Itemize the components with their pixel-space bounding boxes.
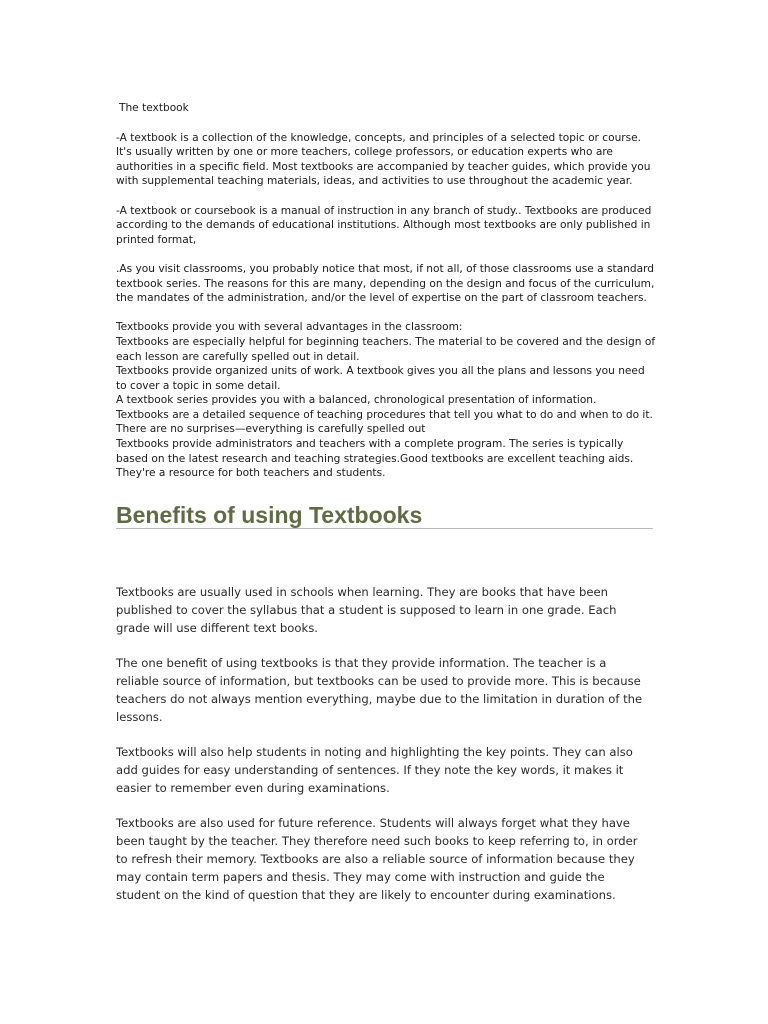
advantage-item: Textbooks provide administrators and teachers with a complete program. The series is typically based on the latest research and teaching strategies.Good textbooks are excellent teaching aids. They're a resource for both teachers and students. [116,438,634,480]
advantage-item: Textbooks are especially helpful for beginning teachers. The material to be covered and the design of each lesson are carefully spelled out in detail. [116,335,656,363]
heading-divider [116,528,653,529]
advantage-item: Textbooks are a detailed sequence of teaching procedures that tell you what to do and when to do it. There are no surprises—everything is carefully spelled out [116,408,653,436]
intro-paragraph: .As you visit classrooms, you probably notice that most, if not all, of those classrooms use a standard textbook series. The reasons for this are many, depending on the design and focus of the curriculum, the mandates of the administration, and/or the level of expertise on the part of classroom teachers. [116,262,655,305]
advantages-lead: Textbooks provide you with several advantages in the classroom: [116,321,463,334]
benefits-section [116,583,646,921]
advantage-item: Textbooks provide organized units of work. A textbook gives you all the plans and lessons you need to cover a topic in some detail. [116,365,645,392]
benefit-paragraph: Textbooks will also help students in noting and highlighting the key points. They can also add guides for easy understanding of sentences. If they note the key words, it makes it easier to remember even during examinations. [116,745,633,795]
intro-paragraph: -A textbook or coursebook is a manual of instruction in any branch of study.. Textbooks are produced according to the demands of educational institutions. Although most textbooks are only published in printed format, [116,204,652,246]
benefits-heading: Benefits of using Textbooks [116,502,423,528]
benefit-paragraph: Textbooks are also used for future reference. Students will always forget what they have been taught by the teacher. They therefore need such books to keep referring to, in order to refresh their memory. Textbooks are also a reliable source of information because they may contain term papers and thesis. They may come with instruction and guide the student on the kind of question that they are likely to encounter during examinations. [116,816,638,902]
intro-paragraph: -A textbook is a collection of the knowledge, concepts, and principles of a selected topic or course. It's usually written by one or more teachers, college professors, or education experts who are authorities in a specific field. Most textbooks are accompanied by teacher guides, which provide you with supplemental teaching materials, ideas, and activities to use throughout the academic year. [116,131,651,188]
benefit-paragraph: Textbooks are usually used in schools when learning. They are books that have been published to cover the syllabus that a student is supposed to learn in one grade. Each grade will use different text books. [116,585,617,635]
document-title: The textbook [119,102,189,114]
textbook-section [116,101,656,481]
advantage-item: A textbook series provides you with a balanced, chronological presentation of information. [116,394,597,407]
benefit-paragraph: The one benefit of using textbooks is that they provide information. The teacher is a reliable source of information, but textbooks can be used to provide more. This is because teachers do not always mention everything, maybe due to the limitation in duration of the lessons. [116,656,643,724]
